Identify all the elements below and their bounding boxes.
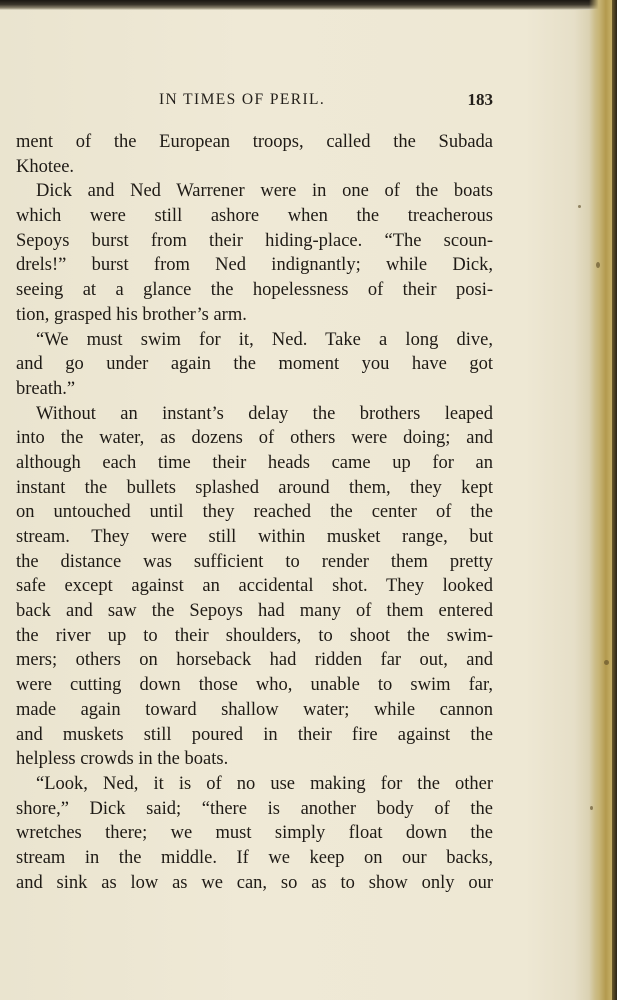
text-line: shore,” Dick said; “there is another body of the — [16, 798, 493, 819]
page-top-edge — [0, 0, 617, 10]
text-line: made again toward shallow water; while cannon — [16, 699, 493, 720]
text-line: Without an instant’s delay the brothers leaped — [36, 403, 493, 424]
text-line: back and saw the Sepoys had many of them entered — [16, 601, 493, 622]
text-line: safe except against an accidental shot. They looked — [16, 576, 493, 597]
paper-speck — [604, 660, 609, 665]
text-line: were cutting down those who, unable to swim far, — [16, 675, 493, 696]
text-line: the distance was sufficient to render them pretty — [16, 551, 493, 572]
body-text — [16, 130, 493, 895]
text-line: seeing at a glance the hopelessness of their posi- — [16, 280, 493, 301]
paper-speck — [578, 205, 581, 208]
text-line: tion, grasped his brother’s arm. — [16, 304, 247, 325]
text-line: instant the bullets splashed around them, they kept — [16, 477, 493, 498]
running-title: IN TIMES OF PERIL. — [159, 91, 326, 108]
page-edge-shadow — [612, 0, 617, 1000]
text-line: drels!” burst from Ned indignantly; while Dick, — [16, 255, 493, 276]
text-line: and sink as low as we can, so as to show only our — [16, 872, 493, 893]
text-line: stream. They were still within musket range, but — [16, 527, 493, 547]
paper-speck — [596, 262, 600, 268]
text-line: and go under again the moment you have got — [16, 354, 493, 375]
text-line: which were still ashore when the treacherous — [16, 206, 493, 227]
text-line: the river up to their shoulders, to shoot the swim- — [16, 625, 493, 646]
text-line: Dick and Ned Warrener were in one of the boats — [36, 181, 493, 202]
text-line: wretches there; we must simply float down the — [16, 823, 493, 844]
text-line: and muskets still poured in their fire against the — [16, 724, 493, 745]
page-header — [16, 91, 493, 113]
text-line: mers; others on horseback had ridden far out, and — [16, 650, 493, 671]
text-line: stream in the middle. If we keep on our backs, — [16, 847, 493, 868]
text-line: breath.” — [16, 378, 76, 399]
text-line: “We must swim for it, Ned. Take a long dive, — [36, 329, 493, 350]
text-line: ment of the European troops, called the Subada — [16, 132, 493, 152]
text-line: “Look, Ned, it is of no use making for the other — [36, 773, 493, 794]
text-line: although each time their heads came up for an — [16, 452, 493, 473]
paper-speck — [590, 806, 593, 810]
text-line: into the water, as dozens of others were doing; and — [16, 428, 493, 449]
page-number: 183 — [467, 90, 493, 109]
text-line: helpless crowds in the boats. — [16, 749, 229, 770]
text-line: on untouched until they reached the center of the — [16, 502, 493, 523]
text-line: Sepoys burst from their hiding-place. “The scoun- — [16, 230, 493, 251]
text-line: Khotee. — [16, 156, 75, 177]
